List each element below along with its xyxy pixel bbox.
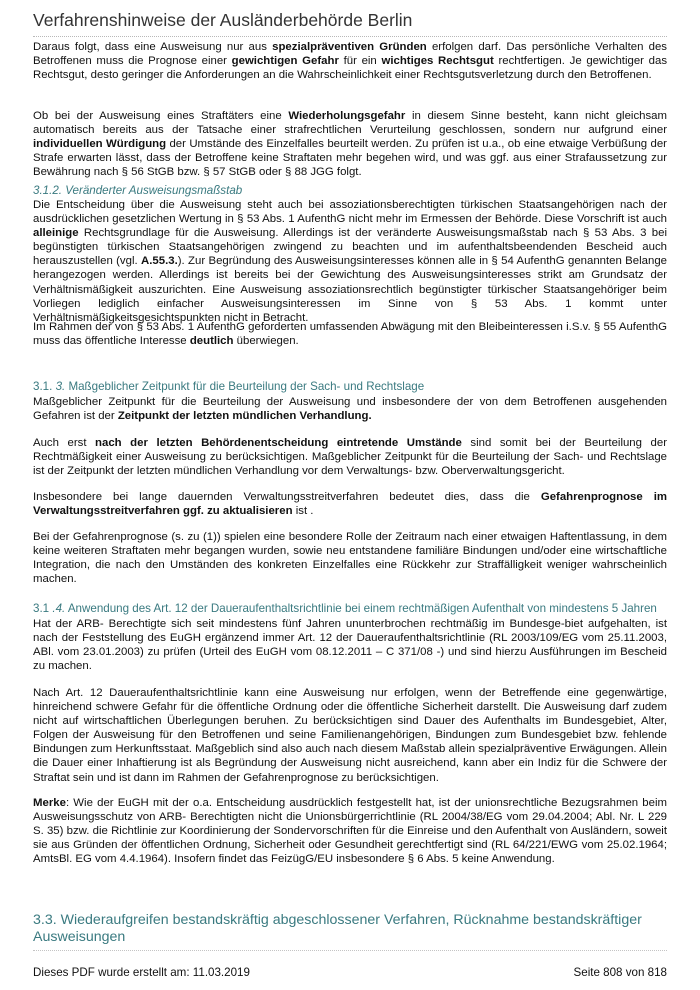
paragraph-abwaegung: Im Rahmen der von § 53 Abs. 1 AufenthG geforderten umfassenden Abwägung mit den Bleibeinteressen i.S.v. § 55 AufenthG muss das öffentliche Interesse deutlich überwiegen. <box>33 321 667 348</box>
section-heading-3-1-2: 3.1.2. Veränderter Ausweisungsmaßstab <box>33 184 243 197</box>
paragraph-haftentlassung: Bei der Gefahrenprognose (s. zu (1)) spielen eine besondere Rolle der Zeitraum nach einer etwaigen Haftentlassung, in dem keine weiteren Straftaten mehr begangen wurden, sowie neu entstandene familiäre Bindungen und/oder eine wirtschaftliche Integration, die nach den Umständen des konkreten Einzelfalles eine Rückkehr zur Straffälligkeit weniger wahrscheinlich machen. <box>33 531 667 586</box>
paragraph-arb-berechtigte: Hat der ARB- Berechtigte sich seit mindestens fünf Jahren ununterbrochen rechtmäßig im Bundesge-biet aufgehalten, ist nach der Feststellung des EuGH ergänzend immer Art. 12 der Daueraufenthaltsrichtlinie (RL 2003/109/EG vom 25.11.2003, ABl. vom 23.01.2003) zu prüfen (Urteil des EuGH vom 08.12.2011 – C 371/08 -) und sind hierzu Ausführungen im Bescheid zu machen. <box>33 618 667 673</box>
paragraph-wiederholungsgefahr: Ob bei der Ausweisung eines Straftäters eine Wiederholungsgefahr in diesem Sinne besteht, kann nicht gleichsam automatisch bereits aus der Tatsache einer strafrechtlichen Verurteilung geschlossen, sondern nur aufgrund einer individuellen Würdigung der Umstände des Einzelfalles beurteilt werden. Zu prüfen ist u.a., ob eine etwaige Verbüßung der Strafe erwarten lässt, dass der Betroffene keine Straftaten mehr begehen wird, und was ggf. aus einer Strafaussetzung zur Bewährung nach § 56 StGB bzw. § 57 StGB oder § 88 JGG folgt. <box>33 110 667 179</box>
section-heading-3-3: 3.3. Wiederaufgreifen bestandskräftig abgeschlossener Verfahren, Rücknahme bestandskräftiger Ausweisungen <box>33 912 642 945</box>
paragraph-gefahrenprognose: Insbesondere bei lange dauernden Verwaltungsstreitverfahren bedeutet dies, dass die Gefahrenprognose im Verwaltungsstreitverfahren ggf. zu aktualisieren ist . <box>33 491 667 518</box>
section-heading-3-1-3: 3.1. 3. Maßgeblicher Zeitpunkt für die Beurteilung der Sach- und Rechtslage <box>33 380 425 393</box>
paragraph-ausweisungsmassstab: Die Entscheidung über die Ausweisung steht auch bei assoziationsberechtigten türkischen Staatsangehörigen nach der ausdrücklichen gesetzlichen Wertung in § 53 Abs. 1 AufenthG nicht mehr im Ermessen der Behörde. Diese Vorschrift ist auch alleinige Rechtsgrundlage für die Ausweisung. Allerdings ist der veränderte Ausweisungsmaßstab nach § 53 Abs. 3 bei begünstigten türkischen Staatsangehörigen zwingend zu beachten und im aufenthaltsbeendenden Bescheid auch herauszustellen (vgl. A.55.3.). Zur Begründung des Ausweisungsinteresses können alle in § 54 AufenthG genannten Belange herangezogen werden. Allerdings ist bereits bei der Gewichtung des Ausweisungsinteresses strikt am Grundsatz der Verhältnismäßigkeit auszurichten. Eine Ausweisung assoziationsrechtlich begünstigter türkischer Staatsangehöriger beim Vorliegen lediglich einfacher Ausweisungsinteressen im Sinne von § 53 Abs. 1 kommt unter Verhältnismäßigkeitsgesichtspunkten nicht in Betracht. <box>33 199 667 324</box>
paragraph-spezialpraevention: Daraus folgt, dass eine Ausweisung nur aus spezialpräventiven Gründen erfolgen darf. Das persönliche Verhalten des Betroffenen muss die Prognose einer gewichtigen Gefahr für ein wichtiges Rechtsgut rechtfertigen. Je gewichtiger das Rechtsgut, desto geringer die Anforderungen an die Wahrscheinlichkeit einer Rechtsgutsverletzung durch den Betroffenen. <box>33 41 668 82</box>
page-header-title: Verfahrenshinweise der Ausländerbehörde Berlin <box>33 10 413 30</box>
paragraph-zeitpunkt: Maßgeblicher Zeitpunkt für die Beurteilung der Ausweisung und insbesondere der von dem Betroffenen ausgehenden Gefahren ist der Zeitpunkt der letzten mündlichen Verhandlung. <box>33 396 667 423</box>
section-divider <box>33 950 667 951</box>
section-heading-3-1-4: 3.1 .4. Anwendung des Art. 12 der Daueraufenthaltsrichtlinie bei einem rechtmäßigen Aufenthalt von mindestens 5 Jahren <box>33 602 657 615</box>
paragraph-art-12: Nach Art. 12 Daueraufenthaltsrichtlinie kann eine Ausweisung nur erfolgen, wenn der Betreffende eine gegenwärtige, hinreichend schwere Gefahr für die öffentliche Ordnung oder die öffentliche Sicherheit darstellt. Die Ausweisung darf zudem nicht auf wirtschaftlichen Überlegungen beruhen. Zu berücksichtigen sind Dauer des Aufenthalts im Bundesgebiet, Alter, Folgen der Ausweisung für den Betroffenen und seine Familienangehörigen, Bindungen zum Bundesgebiet bzw. fehlende Bindungen zum Herkunftsstaat. Maßgeblich sind also auch nach diesem Maßstab allein spezialpräventive Erwägungen. Allein die Dauer einer Inhaftierung ist als Begründung der Ausweisung nicht ausreichend, kann aber ein Indiz für die Schwere der Straftat sein und ist dann im Rahmen der Gefahrenprognose zu berücksichtigen. <box>33 687 667 784</box>
paragraph-behoerdenentscheidung: Auch erst nach der letzten Behördenentscheidung eintretende Umstände sind somit bei der Beurteilung der Rechtmäßigkeit einer Ausweisung zu berücksichtigen. Maßgeblicher Zeitpunkt für die Beurteilung der Sach- und Rechtslage ist der Zeitpunkt der letzten mündlichen Verhandlung vor dem Verwaltungs- bzw. Oberverwaltungsgericht. <box>33 437 667 478</box>
footer-created-date: Dieses PDF wurde erstellt am: 11.03.2019 <box>33 966 250 979</box>
footer-page-number: Seite 808 von 818 <box>573 966 667 979</box>
header-divider <box>33 36 667 37</box>
paragraph-merke: Merke: Wie der EuGH mit der o.a. Entscheidung ausdrücklich festgestellt hat, ist der unionsrechtliche Bezugsrahmen beim Ausweisungsschutz von ARB- Berechtigten nicht die Unionsbürgerrichtlinie (RL 2004/38/EG vom 29.04.2004; Abl. Nr. L 229 S. 35) bzw. die Richtlinie zur Koordinierung der Sondervorschriften für die Einreise und den Aufenthalt von Ausländern, soweit sie aus Gründen der öffentlichen Ordnung, Sicherheit oder Gesundheit gerechtfertigt sind (RL 64/221/EWG vom 25.02.1964; AmtsBl. EG vom 4.4.1964). Insofern findet das FeizügG/EU insbesondere § 6 Abs. 5 keine Anwendung. <box>33 797 667 866</box>
